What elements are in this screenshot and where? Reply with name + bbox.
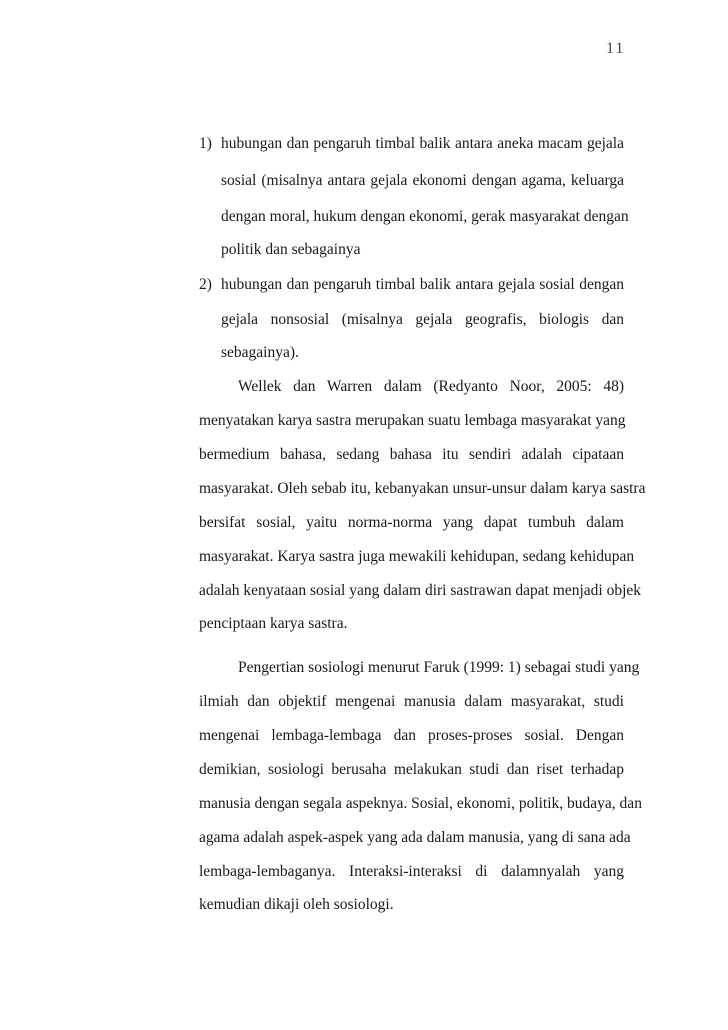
list-marker-2: 2) [199, 276, 212, 293]
list-marker-1: 1) [199, 135, 212, 152]
paragraph-1-line-3: bermedium bahasa, sedang bahasa itu sendiri adalah cipataan [199, 446, 624, 463]
list-item-2-line-1: hubungan dan pengaruh timbal balik antara gejala sosial dengan [221, 276, 624, 293]
paragraph-2-line-2: ilmiah dan objektif mengenai manusia dalam masyarakat, studi [199, 693, 624, 710]
paragraph-1-line-7: adalah kenyataan sosial yang dalam diri sastrawan dapat menjadi objek [199, 582, 642, 599]
list-item-1-line-1: hubungan dan pengaruh timbal balik antara aneka macam gejala [221, 135, 624, 152]
paragraph-2-line-3: mengenai lembaga-lembaga dan proses-proses sosial. Dengan [199, 727, 624, 744]
list-item-2-line-2: gejala nonsosial (misalnya gejala geografis, biologis dan [221, 311, 624, 328]
paragraph-1-line-1: Wellek dan Warren dalam (Redyanto Noor, 2005: 48) [238, 378, 624, 395]
paragraph-2-line-4: demikian, sosiologi berusaha melakukan studi dan riset terhadap [199, 761, 624, 778]
list-item-1-line-2: sosial (misalnya antara gejala ekonomi dengan agama, keluarga [221, 172, 624, 189]
paragraph-2-line-6: agama adalah aspek-aspek yang ada dalam manusia, yang di sana ada [199, 829, 631, 846]
paragraph-1-line-4: masyarakat. Oleh sebab itu, kebanyakan unsur-unsur dalam karya sastra [199, 480, 646, 497]
page-number: 11 [606, 40, 626, 57]
list-item-2-line-3: sebagainya). [221, 344, 299, 361]
list-item-1-line-3: dengan moral, hukum dengan ekonomi, gerak masyarakat dengan [221, 208, 629, 225]
paragraph-1-line-8: penciptaan karya sastra. [199, 615, 348, 632]
paragraph-2-line-7: lembaga-lembaganya. Interaksi-interaksi di dalamnyalah yang [199, 863, 624, 880]
paragraph-2-line-8: kemudian dikaji oleh sosiologi. [199, 896, 394, 913]
paragraph-2-line-5: manusia dengan segala aspeknya. Sosial, ekonomi, politik, budaya, dan [199, 795, 642, 812]
paragraph-1-line-6: masyarakat. Karya sastra juga mewakili kehidupan, sedang kehidupan [199, 548, 635, 565]
paragraph-2-line-1: Pengertian sosiologi menurut Faruk (1999: 1) sebagai studi yang [238, 659, 640, 676]
paragraph-1-line-2: menyatakan karya sastra merupakan suatu lembaga masyarakat yang [199, 412, 626, 429]
paragraph-1-line-5: bersifat sosial, yaitu norma-norma yang dapat tumbuh dalam [199, 514, 624, 531]
list-item-1-line-4: politik dan sebagainya [221, 241, 361, 258]
